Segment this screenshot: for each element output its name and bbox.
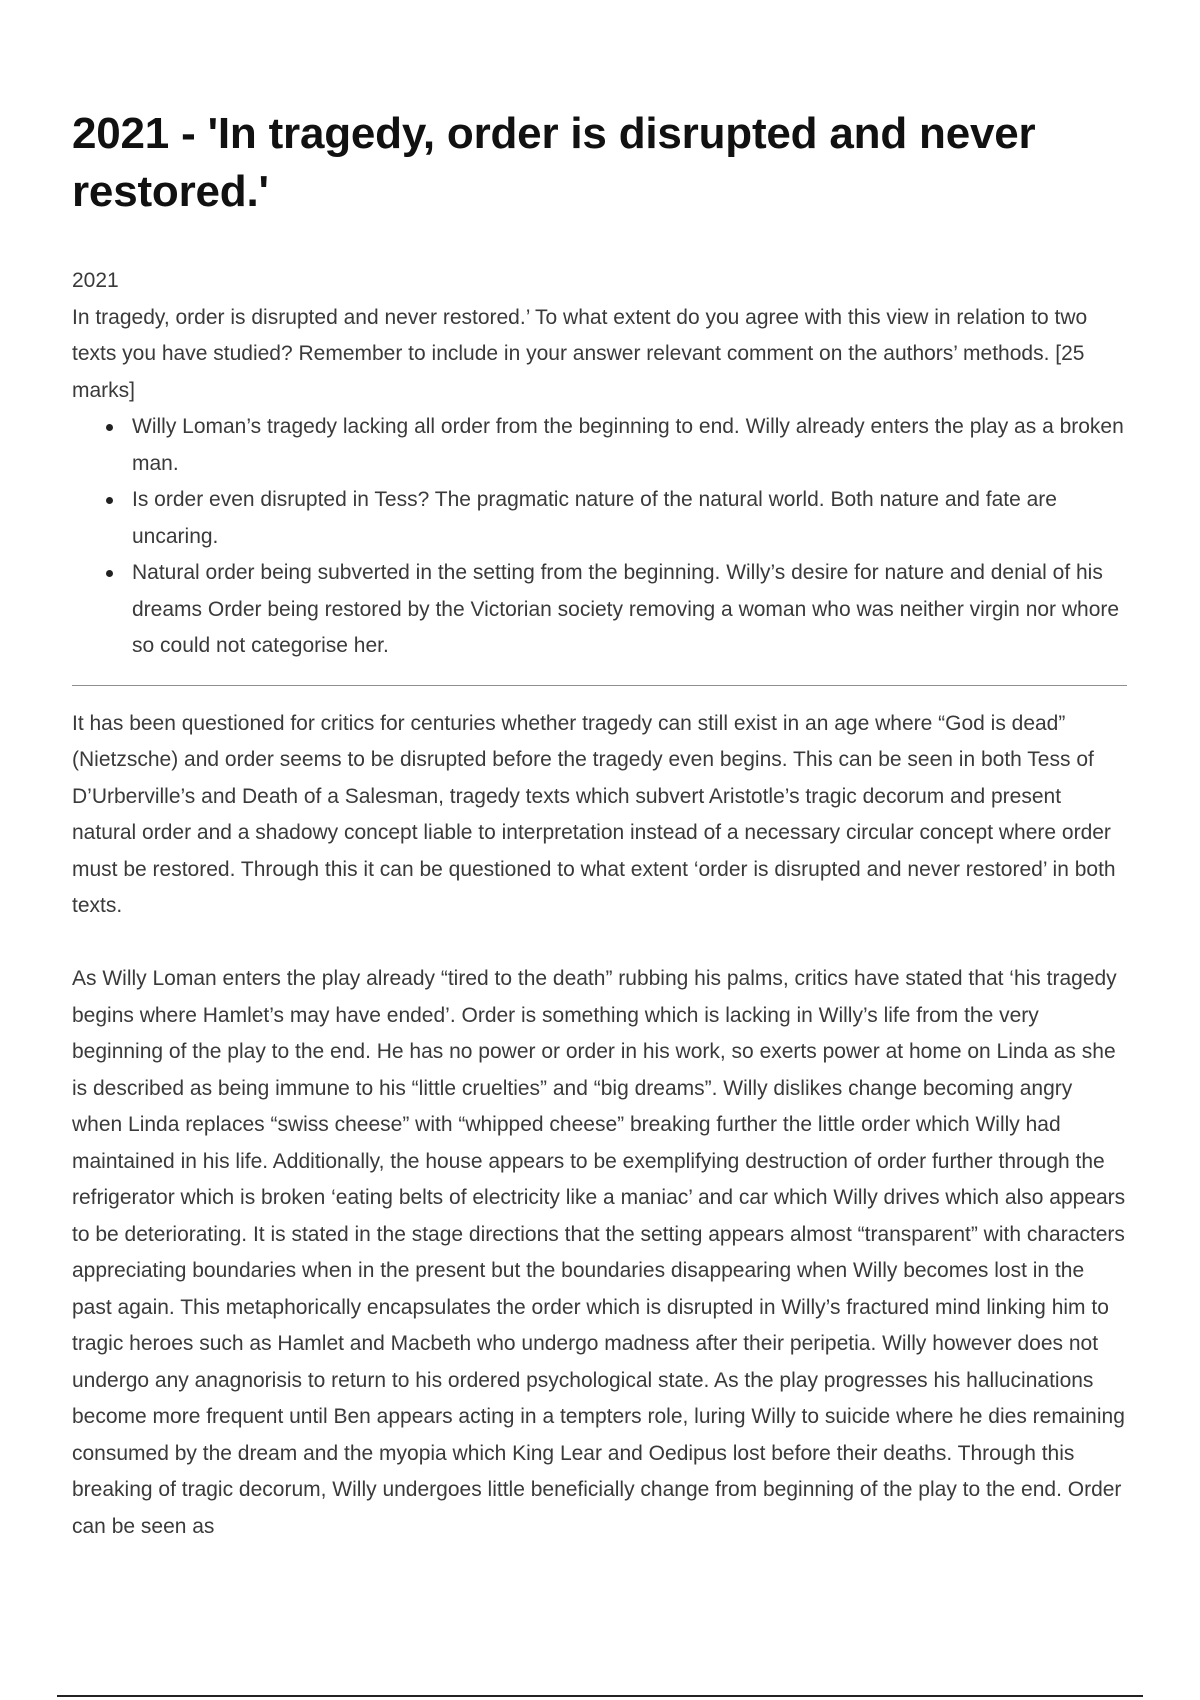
page-bottom-divider xyxy=(57,1695,1143,1697)
essay-body xyxy=(72,706,1127,1546)
section-divider xyxy=(72,685,1127,686)
prompt-question: In tragedy, order is disrupted and never restored.’ To what extent do you agree with this view in relation to two texts you have studied? Remember to include in your answer relevant comment on the authors’ methods. [25 marks] xyxy=(72,305,1088,402)
essay-prompt xyxy=(72,263,1127,665)
essay-paragraph: As Willy Loman enters the play already “tired to the death” rubbing his palms, critics have stated that ‘his tragedy begins where Hamlet’s may have ended’. Order is something which is lacking in Willy’s life from the very beginning of the play to the end. He has no power or order in his work, so exerts power at home on Linda as she is described as being immune to his “little cruelties” and “big dreams”. Willy dislikes change becoming angry when Linda replaces “swiss cheese” with “whipped cheese” breaking further the little order which Willy had maintained in his life. Additionally, the house appears to be exemplifying destruction of order further through the refrigerator which is broken ‘eating belts of electricity like a maniac’ and car which Willy drives which also appears to be deteriorating. It is stated in the stage directions that the setting appears almost “transparent” with characters appreciating boundaries when in the present but the boundaries disappearing when Willy becomes lost in the past again. This metaphorically encapsulates the order which is disrupted in Willy’s fractured mind linking him to tragic heroes such as Hamlet and Macbeth who undergo madness after their peripetia. Willy however does not undergo any anagnorisis to return to his ordered psychological state. As the play progresses his hallucinations become more frequent until Ben appears acting in a tempters role, luring Willy to suicide where he dies remaining consumed by the dream and the myopia which King Lear and Oedipus lost before their deaths. Through this breaking of tragic decorum, Willy undergoes little beneficially change from beginning of the play to the end. Order can be seen as xyxy=(72,967,1126,1538)
plan-bullet-item: Willy Loman’s tragedy lacking all order from the beginning to end. Willy already enters the play as a broken man. xyxy=(132,409,1127,482)
essay-paragraph: It has been questioned for critics for centuries whether tragedy can still exist in an age where “God is dead” (Nietzsche) and order seems to be disrupted before the tragedy even begins. This can be seen in both Tess of D’Urberville’s and Death of a Salesman, tragedy texts which subvert Aristotle’s tragic decorum and present natural order and a shadowy concept liable to interpretation instead of a necessary circular concept where order must be restored. Through this it can be questioned to what extent ‘order is disrupted and never restored’ in both texts. xyxy=(72,711,1116,917)
plan-bullet-item: Natural order being subverted in the setting from the beginning. Willy’s desire for nature and denial of his dreams Order being restored by the Victorian society removing a woman who was neither virgin nor whore so could not categorise her. xyxy=(132,555,1127,665)
document-page xyxy=(72,105,1127,1582)
page-title: 2021 - 'In tragedy, order is disrupted and never restored.' xyxy=(72,109,1036,216)
plan-bullet-item: Is order even disrupted in Tess? The pragmatic nature of the natural world. Both nature and fate are uncaring. xyxy=(132,482,1127,555)
plan-bullet-list xyxy=(72,409,1127,665)
prompt-year: 2021 xyxy=(72,269,119,292)
